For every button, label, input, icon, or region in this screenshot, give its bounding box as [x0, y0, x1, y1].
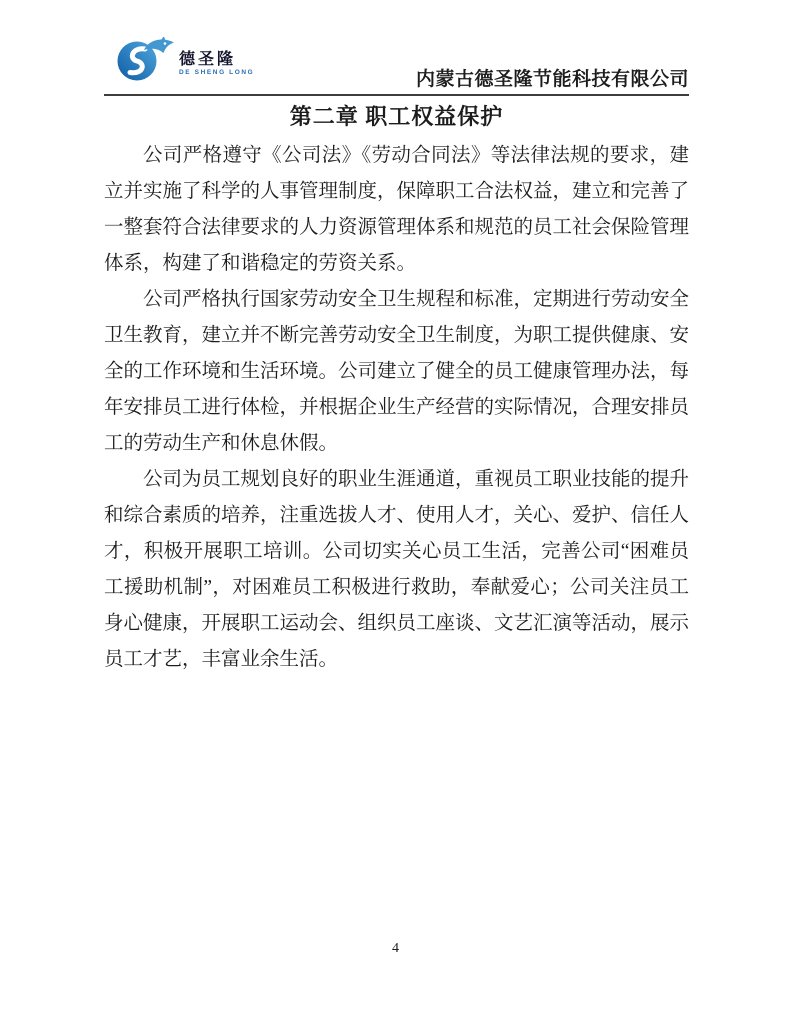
company-logo: [117, 37, 254, 81]
paragraph-1: 公司严格遵守《公司法》《劳动合同法》等法律法规的要求，建立并实施了科学的人事管理制度，保障职工合法权益，建立和完善了一整套符合法律要求的人力资源管理体系和规范的员工社会保险管理体系，构建了和谐稳定的劳资关系。: [104, 145, 690, 274]
logo-brand-subtitle: DE SHENG LONG: [179, 68, 255, 76]
logo-text: [179, 52, 254, 77]
document-body: [104, 138, 689, 678]
page-number: 4: [392, 941, 399, 956]
logo-brand-name: 德圣隆: [179, 50, 237, 68]
chapter-title: 第二章 职工权益保护: [289, 104, 504, 129]
company-name: 内蒙古德圣隆节能科技有限公司: [415, 69, 689, 90]
paragraph-3: 公司为员工规划良好的职业生涯通道，重视员工职业技能的提升和综合素质的培养，注重选拔人才、使用人才，关心、爱护、信任人才，积极开展职工培训。公司切实关心员工生活，完善公司“困难员工援助机制”，对困难员工积极进行救助，奉献爱心；公司关注员工身心健康，开展职工运动会、组织员工座谈、文艺汇演等活动，展示员工才艺，丰富业余生活。: [104, 469, 690, 670]
paragraph-2: 公司严格执行国家劳动安全卫生规程和标准，定期进行劳动安全卫生教育，建立并不断完善劳动安全卫生制度，为职工提供健康、安全的工作环境和生活环境。公司建立了健全的员工健康管理办法，每年安排员工进行体检，并根据企业生产经营的实际情况，合理安排员工的劳动生产和休息休假。: [104, 289, 690, 454]
dragon-logo-icon: [117, 37, 177, 81]
document-header: [104, 36, 689, 96]
document-footer: [0, 939, 791, 957]
